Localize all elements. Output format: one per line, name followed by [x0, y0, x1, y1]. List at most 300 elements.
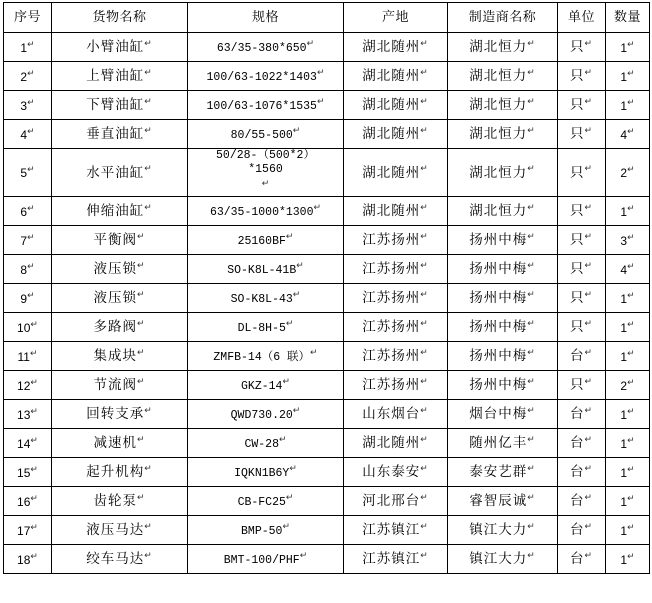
cell-name: [52, 197, 188, 226]
paragraph-mark-icon: ↵: [627, 463, 635, 474]
paragraph-mark-icon: ↵: [30, 434, 38, 445]
cell-seq: [4, 149, 52, 197]
cell-spec-text: CB-FC25: [237, 495, 286, 509]
cell-name: [52, 516, 188, 545]
cell-maker-text: 泰安艺群: [469, 464, 528, 480]
paragraph-mark-icon: ↵: [420, 491, 429, 502]
paragraph-mark-icon: ↵: [30, 492, 38, 503]
cell-name: [52, 33, 188, 62]
paragraph-mark-icon: ↵: [136, 433, 146, 444]
cell-unit-text: 台: [569, 522, 585, 538]
paragraph-mark-icon: ↵: [627, 405, 635, 416]
paragraph-mark-icon: ↵: [627, 38, 635, 49]
cell-origin: [344, 429, 448, 458]
paragraph-mark-icon: ↵: [282, 375, 290, 386]
cell-unit: [558, 516, 606, 545]
cell-seq: [4, 255, 52, 284]
table-row: [4, 197, 650, 226]
cell-seq: [4, 487, 52, 516]
cell-maker: [448, 91, 558, 120]
paragraph-mark-icon: ↵: [420, 288, 429, 299]
cell-unit-text: 只: [569, 126, 585, 142]
cell-unit-text: 台: [569, 435, 585, 451]
cell-qty: [606, 313, 650, 342]
cell-spec: [188, 458, 344, 487]
paragraph-mark-icon: ↵: [584, 375, 594, 386]
paragraph-mark-icon: ↵: [144, 95, 153, 106]
paragraph-mark-icon: ↵: [144, 124, 153, 135]
cell-qty-text: 1: [620, 69, 628, 84]
cell-maker-text: 扬州中梅: [469, 377, 528, 393]
column-header-maker: 制造商名称: [448, 3, 558, 33]
cell-seq-text: 2: [20, 69, 28, 84]
column-header-origin: 产地: [344, 3, 448, 33]
cell-qty: [606, 149, 650, 197]
table-row: [4, 458, 650, 487]
cell-origin-text: 山东烟台: [362, 406, 421, 422]
paragraph-mark-icon: ↵: [296, 259, 304, 270]
cell-unit: [558, 313, 606, 342]
cell-maker-text: 烟台中梅: [469, 406, 528, 422]
cell-origin-text: 江苏扬州: [362, 290, 421, 306]
cell-name: [52, 91, 188, 120]
table-row: [4, 284, 650, 313]
cell-qty: [606, 120, 650, 149]
cell-maker: [448, 33, 558, 62]
paragraph-mark-icon: ↵: [420, 520, 429, 531]
cell-seq: [4, 429, 52, 458]
cell-origin-text: 江苏扬州: [362, 319, 421, 335]
cell-unit-text: 台: [569, 551, 585, 567]
cell-seq-text: 5: [20, 166, 28, 180]
cell-seq: [4, 62, 52, 91]
cell-seq: [4, 516, 52, 545]
table-header-row: [4, 3, 650, 33]
cell-unit-text: 只: [569, 232, 585, 248]
paragraph-mark-icon: ↵: [292, 288, 301, 299]
cell-unit-text: 只: [569, 39, 585, 55]
cell-maker: [448, 516, 558, 545]
paragraph-mark-icon: ↵: [527, 37, 536, 48]
paragraph-mark-icon: ↵: [144, 66, 153, 77]
paragraph-mark-icon: ↵: [584, 346, 594, 357]
paragraph-mark-icon: ↵: [420, 259, 429, 270]
cell-name: [52, 313, 188, 342]
paragraph-mark-icon: ↵: [136, 317, 146, 328]
paragraph-mark-icon: ↵: [30, 376, 38, 387]
cell-spec: [188, 516, 344, 545]
table-row: [4, 33, 650, 62]
paragraph-mark-icon: ↵: [527, 95, 536, 106]
cell-qty: [606, 516, 650, 545]
cell-name-text: 伸缩油缸: [86, 203, 145, 219]
cell-unit-text: 只: [569, 164, 585, 180]
cell-spec-text-line2: *1560: [248, 163, 283, 177]
table-row: [4, 120, 650, 149]
cell-qty-text: 4: [620, 127, 628, 142]
paragraph-mark-icon: ↵: [289, 462, 297, 473]
cell-maker-text: 湖北恒力: [469, 203, 528, 219]
cell-seq: [4, 342, 52, 371]
cell-name: [52, 458, 188, 487]
paragraph-mark-icon: ↵: [627, 318, 635, 329]
paragraph-mark-icon: ↵: [527, 375, 536, 386]
paragraph-mark-icon: ↵: [29, 347, 38, 358]
cell-maker-text: 扬州中梅: [469, 348, 528, 364]
paragraph-mark-icon: ↵: [292, 404, 301, 415]
paragraph-mark-icon: ↵: [527, 404, 536, 415]
cell-spec-text: IQKN1B6Y: [234, 466, 290, 480]
paragraph-mark-icon: ↵: [420, 404, 429, 415]
cell-unit: [558, 149, 606, 197]
cell-origin: [344, 226, 448, 255]
paragraph-mark-icon: ↵: [527, 520, 536, 531]
paragraph-mark-icon: ↵: [27, 38, 35, 49]
cell-qty: [606, 545, 650, 574]
cell-qty: [606, 429, 650, 458]
paragraph-mark-icon: ↵: [144, 520, 153, 531]
paragraph-mark-icon: ↵: [30, 405, 38, 416]
paragraph-mark-icon: ↵: [584, 201, 594, 212]
paragraph-mark-icon: ↵: [316, 95, 325, 106]
cell-seq-text: 10: [17, 320, 31, 335]
cell-seq-text: 17: [17, 523, 31, 538]
cell-maker: [448, 371, 558, 400]
cell-spec-text: QWD730.20: [230, 408, 293, 422]
paragraph-mark-icon: ↵: [136, 259, 146, 270]
cell-qty-text: 1: [620, 436, 628, 451]
cell-maker: [448, 487, 558, 516]
cell-seq-text: 12: [17, 378, 31, 393]
paragraph-mark-icon: ↵: [584, 462, 594, 473]
cell-qty: [606, 226, 650, 255]
cell-name: [52, 400, 188, 429]
paragraph-mark-icon: ↵: [527, 259, 536, 270]
paragraph-mark-icon: ↵: [584, 66, 594, 77]
cell-seq-text: 13: [17, 407, 31, 422]
paragraph-mark-icon: ↵: [527, 66, 536, 77]
table-row: [4, 371, 650, 400]
cell-qty: [606, 33, 650, 62]
cell-qty-text: 1: [620, 523, 628, 538]
paragraph-mark-icon: ↵: [527, 462, 536, 473]
table-body: [4, 33, 650, 574]
cell-unit: [558, 487, 606, 516]
cell-seq-text: 6: [20, 204, 28, 219]
cell-name: [52, 487, 188, 516]
paragraph-mark-icon: ↵: [627, 67, 635, 78]
cell-qty: [606, 371, 650, 400]
cell-qty: [606, 284, 650, 313]
paragraph-mark-icon: ↵: [420, 201, 429, 212]
paragraph-mark-icon: ↵: [30, 463, 38, 474]
table-row: [4, 62, 650, 91]
cell-qty-text: 1: [620, 204, 628, 219]
paragraph-mark-icon: ↵: [627, 231, 635, 242]
cell-unit: [558, 429, 606, 458]
paragraph-mark-icon: ↵: [527, 491, 536, 502]
table-row: [4, 149, 650, 197]
cell-seq: [4, 120, 52, 149]
cell-unit: [558, 197, 606, 226]
cell-origin-text: 湖北随州: [362, 435, 421, 451]
table-row: [4, 255, 650, 284]
cell-maker: [448, 149, 558, 197]
paragraph-mark-icon: ↵: [527, 124, 536, 135]
paragraph-mark-icon: ↵: [27, 67, 35, 78]
paragraph-mark-icon: ↵: [527, 163, 536, 174]
cell-maker: [448, 313, 558, 342]
cell-maker: [448, 458, 558, 487]
cell-maker: [448, 226, 558, 255]
cell-unit-text: 台: [569, 348, 585, 364]
cell-spec: [188, 197, 344, 226]
cell-maker-text: 湖北恒力: [469, 126, 528, 142]
cell-qty: [606, 458, 650, 487]
cell-origin-text: 江苏镇江: [362, 551, 421, 567]
column-header-unit: 单位: [558, 3, 606, 33]
cell-unit-text: 台: [569, 493, 585, 509]
cell-qty-text: 1: [620, 40, 628, 55]
cell-unit: [558, 62, 606, 91]
cell-maker-text: 随州亿丰: [469, 435, 528, 451]
cell-unit: [558, 284, 606, 313]
cell-maker: [448, 197, 558, 226]
cell-maker-text: 扬州中梅: [469, 261, 528, 277]
paragraph-mark-icon: ↵: [144, 201, 153, 212]
cell-qty: [606, 400, 650, 429]
cell-unit-text: 只: [569, 68, 585, 84]
cell-qty-text: 1: [620, 349, 628, 364]
cell-maker: [448, 429, 558, 458]
cell-name: [52, 255, 188, 284]
cell-name-text: 多路阀: [93, 319, 137, 335]
cell-maker: [448, 120, 558, 149]
cell-seq-text: 11: [17, 349, 30, 364]
cell-maker-text: 扬州中梅: [469, 290, 528, 306]
cell-qty-text: 1: [620, 494, 628, 509]
cell-seq: [4, 313, 52, 342]
cell-spec-text: GKZ-14: [241, 379, 283, 393]
paragraph-mark-icon: ↵: [144, 37, 153, 48]
cell-seq-text: 7: [20, 233, 28, 248]
paragraph-mark-icon: ↵: [27, 289, 35, 300]
table-row: [4, 400, 650, 429]
cell-qty: [606, 62, 650, 91]
table-row: [4, 545, 650, 574]
cell-qty: [606, 255, 650, 284]
table-row: [4, 91, 650, 120]
cell-spec: [188, 400, 344, 429]
table-row: [4, 429, 650, 458]
column-header-spec: 规格: [188, 3, 344, 33]
paragraph-mark-icon: ↵: [584, 259, 594, 270]
cell-unit: [558, 33, 606, 62]
cell-name-text: 齿轮泵: [93, 493, 137, 509]
cell-qty-text: 1: [620, 552, 628, 567]
cell-spec-text: 50/28-（500*2）: [216, 149, 315, 163]
paragraph-mark-icon: ↵: [282, 520, 290, 531]
cell-unit: [558, 255, 606, 284]
column-header-qty: 数量: [606, 3, 650, 33]
cell-origin-text: 湖北随州: [362, 97, 421, 113]
cell-seq-text: 9: [20, 291, 28, 306]
cell-name: [52, 429, 188, 458]
cell-maker-text: 扬州中梅: [469, 232, 528, 248]
cell-name: [52, 120, 188, 149]
cell-maker-text: 镇江大力: [469, 551, 528, 567]
paragraph-mark-icon: ↵: [278, 433, 287, 444]
cell-origin: [344, 284, 448, 313]
cell-unit-text: 只: [569, 203, 585, 219]
paragraph-mark-icon: ↵: [316, 66, 325, 77]
cell-origin: [344, 255, 448, 284]
cell-spec-text: DL-8H-5: [237, 321, 286, 335]
table-row: [4, 226, 650, 255]
paragraph-mark-icon: ↵: [584, 124, 594, 135]
cell-origin-text: 山东泰安: [362, 464, 421, 480]
paragraph-mark-icon: ↵: [584, 549, 594, 560]
cell-name-text: 液压锁: [93, 290, 137, 306]
paragraph-mark-icon: ↵: [285, 317, 294, 328]
cell-qty-text: 4: [620, 262, 628, 277]
cell-spec: [188, 284, 344, 313]
cell-unit: [558, 371, 606, 400]
cell-unit: [558, 120, 606, 149]
cell-name: [52, 284, 188, 313]
cell-origin-text: 湖北随州: [362, 39, 421, 55]
paragraph-mark-icon: ↵: [627, 289, 635, 300]
paragraph-mark-icon: ↵: [27, 260, 35, 271]
cell-origin-text: 江苏扬州: [362, 261, 421, 277]
cell-seq: [4, 371, 52, 400]
paragraph-mark-icon: ↵: [27, 231, 35, 242]
cell-spec: [188, 91, 344, 120]
paragraph-mark-icon: ↵: [144, 163, 153, 174]
cell-spec: [188, 120, 344, 149]
paragraph-mark-icon: ↵: [627, 347, 635, 358]
cell-origin-text: 湖北随州: [362, 164, 421, 180]
paragraph-mark-icon: ↵: [527, 317, 536, 328]
paragraph-mark-icon: ↵: [420, 549, 429, 560]
cell-maker: [448, 545, 558, 574]
cell-spec-text: 63/35-1000*1300: [209, 205, 314, 219]
cell-origin: [344, 400, 448, 429]
cell-qty-text: 1: [620, 98, 628, 113]
paragraph-mark-icon: ↵: [310, 346, 318, 357]
cell-spec-text: BMP-50: [241, 524, 283, 538]
cell-spec: [188, 226, 344, 255]
paragraph-mark-icon: ↵: [261, 177, 270, 188]
cell-qty-text: 2: [620, 378, 628, 393]
paragraph-mark-icon: ↵: [27, 125, 35, 136]
paragraph-mark-icon: ↵: [285, 230, 294, 241]
paragraph-mark-icon: ↵: [584, 95, 594, 106]
paragraph-mark-icon: ↵: [27, 202, 35, 213]
cell-origin: [344, 197, 448, 226]
paragraph-mark-icon: ↵: [527, 433, 536, 444]
goods-table: [3, 2, 650, 574]
paragraph-mark-icon: ↵: [584, 317, 594, 328]
cell-qty-text: 2: [620, 166, 628, 180]
table-row: [4, 313, 650, 342]
cell-spec-text: 63/35-380*650: [216, 41, 307, 55]
cell-name: [52, 371, 188, 400]
cell-name-text: 上臂油缸: [86, 68, 145, 84]
paragraph-mark-icon: ↵: [420, 95, 429, 106]
cell-seq: [4, 400, 52, 429]
cell-seq-text: 16: [17, 494, 31, 509]
cell-unit: [558, 400, 606, 429]
cell-name-text: 小臂油缸: [86, 39, 145, 55]
paragraph-mark-icon: ↵: [627, 96, 635, 107]
cell-unit-text: 只: [569, 261, 585, 277]
cell-origin: [344, 342, 448, 371]
cell-seq-text: 4: [20, 127, 28, 142]
cell-maker-text: 扬州中梅: [469, 319, 528, 335]
cell-origin: [344, 91, 448, 120]
cell-maker: [448, 400, 558, 429]
cell-qty: [606, 487, 650, 516]
cell-unit: [558, 458, 606, 487]
cell-origin: [344, 487, 448, 516]
paragraph-mark-icon: ↵: [420, 462, 429, 473]
paragraph-mark-icon: ↵: [30, 550, 38, 561]
cell-spec-text: 80/55-500: [230, 128, 293, 142]
cell-spec-text: 100/63-1022*1403: [206, 70, 317, 84]
paragraph-mark-icon: ↵: [27, 164, 35, 174]
cell-origin: [344, 458, 448, 487]
cell-maker-text: 镇江大力: [469, 522, 528, 538]
cell-maker: [448, 255, 558, 284]
cell-seq: [4, 226, 52, 255]
cell-name-text: 下臂油缸: [86, 97, 145, 113]
cell-origin: [344, 62, 448, 91]
cell-maker-text: 睿智辰诚: [469, 493, 528, 509]
paragraph-mark-icon: ↵: [30, 318, 38, 329]
cell-spec: [188, 429, 344, 458]
cell-origin-text: 江苏镇江: [362, 522, 421, 538]
cell-unit-text: 台: [569, 464, 585, 480]
cell-unit-text: 只: [569, 319, 585, 335]
cell-name-text: 起升机构: [86, 464, 145, 480]
cell-origin-text: 湖北随州: [362, 68, 421, 84]
cell-spec: [188, 33, 344, 62]
paragraph-mark-icon: ↵: [627, 550, 635, 561]
paragraph-mark-icon: ↵: [420, 163, 429, 174]
paragraph-mark-icon: ↵: [627, 492, 635, 503]
paragraph-mark-icon: ↵: [584, 288, 594, 299]
cell-name: [52, 545, 188, 574]
cell-origin: [344, 149, 448, 197]
paragraph-mark-icon: ↵: [527, 346, 536, 357]
cell-name-text: 减速机: [93, 435, 137, 451]
cell-seq-text: 18: [17, 552, 31, 567]
table-row: [4, 487, 650, 516]
paragraph-mark-icon: ↵: [420, 375, 429, 386]
column-header-name: 货物名称: [52, 3, 188, 33]
paragraph-mark-icon: ↵: [306, 37, 315, 48]
cell-name-text: 绞车马达: [86, 551, 145, 567]
paragraph-mark-icon: ↵: [420, 66, 429, 77]
paragraph-mark-icon: ↵: [136, 230, 146, 241]
cell-maker-text: 湖北恒力: [469, 68, 528, 84]
cell-origin-text: 江苏扬州: [362, 348, 421, 364]
paragraph-mark-icon: ↵: [420, 346, 429, 357]
cell-seq: [4, 197, 52, 226]
cell-maker: [448, 342, 558, 371]
cell-origin: [344, 33, 448, 62]
